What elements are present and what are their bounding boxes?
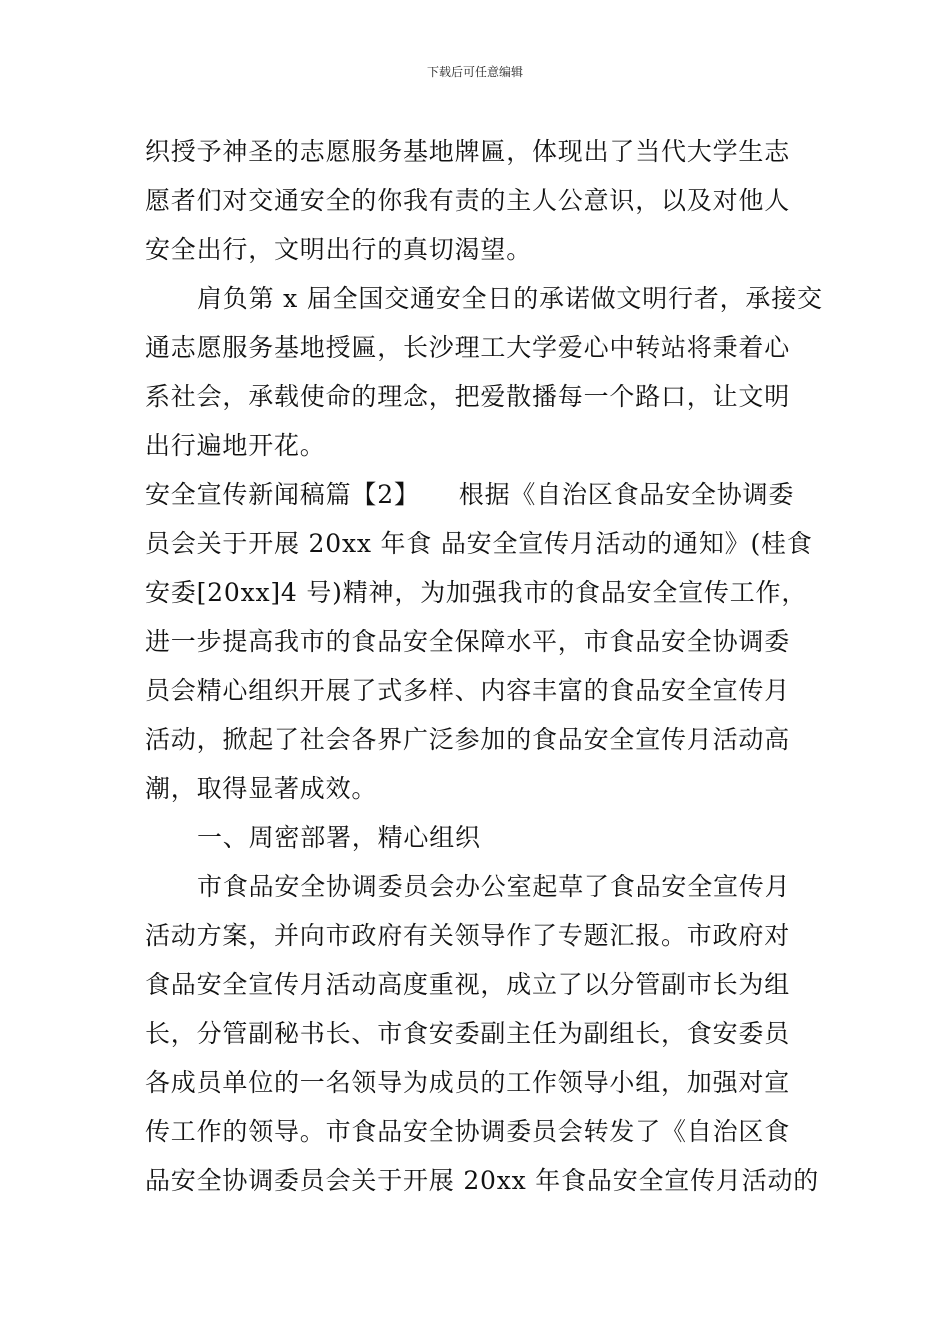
text-line: 织授予神圣的志愿服务基地牌匾，体现出了当代大学生志 [145, 137, 791, 166]
paragraph-start-line: 肩负第 x 届全国交通安全日的承诺做文明行者，承接交 [197, 284, 823, 313]
text-line: 活动方案，并向市政府有关领导作了专题汇报。市政府对 [145, 921, 791, 950]
text-line: 活动，掀起了社会各界广泛参加的食品安全宣传月活动高 [145, 725, 791, 754]
text-line: 员会精心组织开展了式多样、内容丰富的食品安全宣传月 [145, 676, 791, 705]
text-line: 安委[20xx]4 号)精神，为加强我市的食品安全宣传工作， [145, 578, 808, 607]
text-line: 愿者们对交通安全的你我有责的主人公意识，以及对他人 [145, 186, 791, 215]
text-line: 潮，取得显著成效。 [145, 774, 378, 803]
text-line: 员会关于开展 20xx 年食 品安全宣传月活动的通知》(桂食 [145, 529, 813, 558]
document-body [145, 127, 823, 1205]
page-header: 下载后可任意编辑 [426, 65, 523, 79]
text-line: 出行遍地开花。 [145, 431, 326, 460]
section-title-line: 安全宣传新闻稿篇【2】 根据《自治区食品安全协调委 [145, 480, 795, 509]
subheading-line: 一、周密部署，精心组织 [197, 823, 481, 852]
text-line: 长，分管副秘书长、市食安委副主任为副组长，食安委员 [145, 1019, 791, 1048]
text-line: 品安全协调委员会关于开展 20xx 年食品安全宣传月活动的 [145, 1166, 820, 1195]
paragraph-start-line: 市食品安全协调委员会办公室起草了食品安全宣传月 [197, 872, 791, 901]
text-line: 进一步提高我市的食品安全保障水平，市食品安全协调委 [145, 627, 791, 656]
text-line: 各成员单位的一名领导为成员的工作领导小组，加强对宣 [145, 1068, 791, 1097]
text-line: 传工作的领导。市食品安全协调委员会转发了《自治区食 [145, 1117, 791, 1146]
text-line: 系社会，承载使命的理念，把爱散播每一个路口，让文明 [145, 382, 791, 411]
text-line: 通志愿服务基地授匾，长沙理工大学爱心中转站将秉着心 [145, 333, 791, 362]
text-line: 食品安全宣传月活动高度重视，成立了以分管副市长为组 [145, 970, 791, 999]
text-line: 安全出行，文明出行的真切渴望。 [145, 235, 533, 264]
